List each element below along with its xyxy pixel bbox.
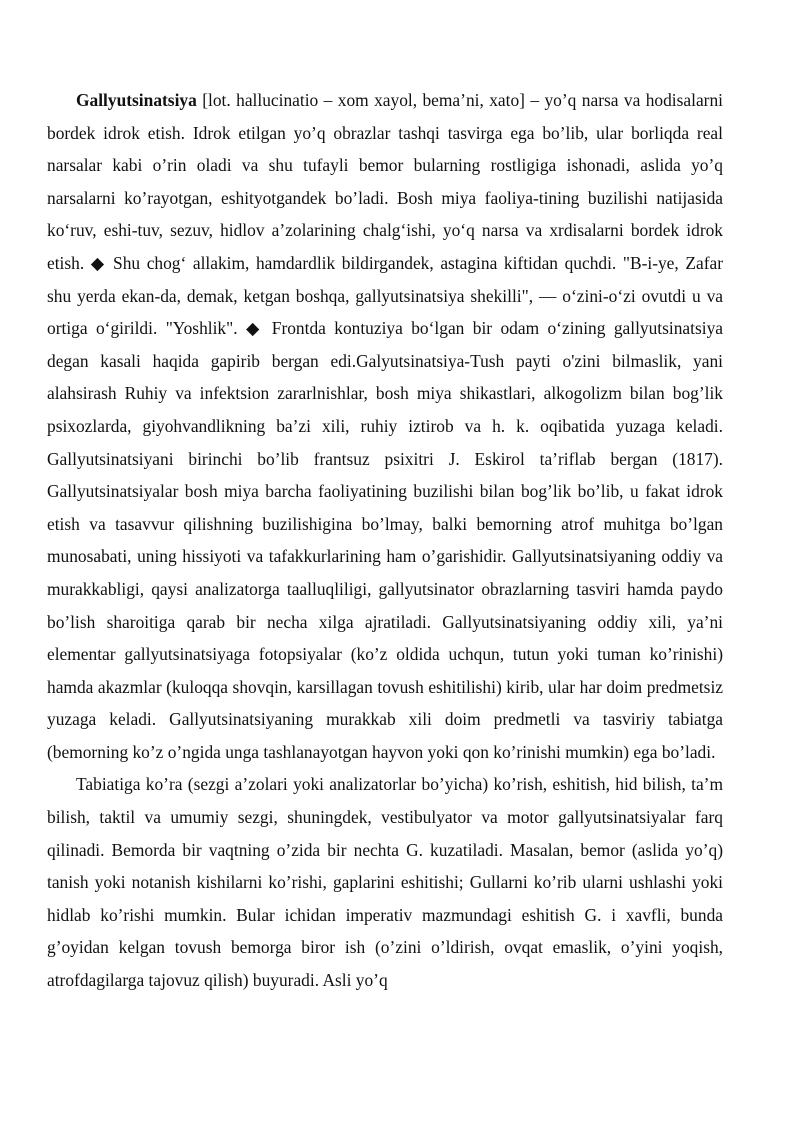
paragraph-text: Tabiatiga ko’ra (sezgi a’zolari yoki analizatorlar bo’yicha) ko’rish, eshitish, hid bilish, ta’m bilish, taktil va umumiy sezgi, shuningdek, vestibulyator va motor gallyutsinatsiyalar farq qilinadi. Bemorda bir vaqtning o’zida bir nechta G. kuzatiladi. Masalan, bemor (aslida yo’q) tanish yoki notanish kishilarni ko’rishi, gaplarini eshitishi; Gullarni ko’rib ularni ushlashi yoki hidlab ko’rishi mumkin. Bular ichidan imperativ mazmundagi eshitish G. i xavfli, bunda g’oyidan kelgan tovush bemorga biror ish (o’zini o’ldirish, ovqat emaslik, o’yini yoqish, atrofdagilarga tajovuz qilish) buyuradi. Asli yo’q [47, 774, 723, 991]
term-heading: Gallyutsinatsiya [76, 90, 197, 110]
paragraph-text: [lot. hallucinatio – xom xayol, bema’ni, xato] – yo’q narsa va hodisalarni bordek idrok etish. Idrok etilgan yo’q obrazlar tashqi tasvirga ega bo’lib, ular borliqda real narsalar kabi o’rin oladi va shu tufayli bemor bularning rostligiga ishonadi, aslida yo’q narsalarni ko’rayotgan, eshityotgandek bo’ladi. Bosh miya faoliya-tining buzilishi natijasida ko‘ruv, eshi-tuv, sezuv, hidlov a’zolarining chalg‘ishi, yo‘q narsa va xrdisalarni bordek idrok etish. ◆ Shu chog‘ allakim, hamdardlik bildirgandek, astagina kiftidan quchdi. "B-i-ye, Zafar shu yerda ekan-da, demak, ketgan boshqa, gallyutsinatsiya shekilli", — o‘zini-o‘zi ovutdi u va ortiga o‘girildi. "Yoshlik". ◆ Frontda kontuziya bo‘lgan bir odam o‘zining gallyutsinatsiya degan kasali haqida gapirib bergan edi.Galyutsinatsiya-Tush payti o'zini bilmaslik, yani alahsirash Ruhiy va infektsion zararlnishlar, bosh miya shikastlari, alkogolizm bilan bog’lik psixozlarda, giyohvandlikning ba’zi xili, ruhiy iztirob va h. k. oqibatida yuzaga keladi. Gallyutsinatsiyani birinchi bo’lib frantsuz psixitri J. Eskirol ta’riflab bergan (1817). Gallyutsinatsiyalar bosh miya barcha faoliyatining buzilishi bilan bog’lik bo’lib, u fakat idrok etish va tasavvur qilishning buzilishigina bo’lmay, balki bemorning atrof muhitga bo’lgan munosabati, uning hissiyoti va tafakkurlarining ham o’garishidir. Gallyutsinatsiyaning oddiy va murakkabligi, qaysi analizatorga taalluqliligi, gallyutsinator obrazlarning tasviri hamda paydo bo’lish sharoitiga qarab bir necha xilga ajratiladi. Gallyutsinatsiyaning oddiy xili, ya’ni elementar gallyutsinatsiyaga fotopsiyalar (ko’z oldida uchqun, tutun yoki tuman ko’rinishi) hamda akazmlar (kuloqqa shovqin, karsillagan tovush eshitilishi) kirib, ular har doim predmetsiz yuzaga keladi. Gallyutsinatsiyaning murakkab xili doim predmetli va tasviriy tabiatga (bemorning ko’z o’ngida unga tashlanayotgan hayvon yoki qon ko’rinishi mumkin) ega bo’ladi. [47, 90, 723, 762]
paragraph-types [47, 768, 723, 996]
document-body [47, 84, 723, 997]
paragraph-definition [47, 84, 723, 768]
